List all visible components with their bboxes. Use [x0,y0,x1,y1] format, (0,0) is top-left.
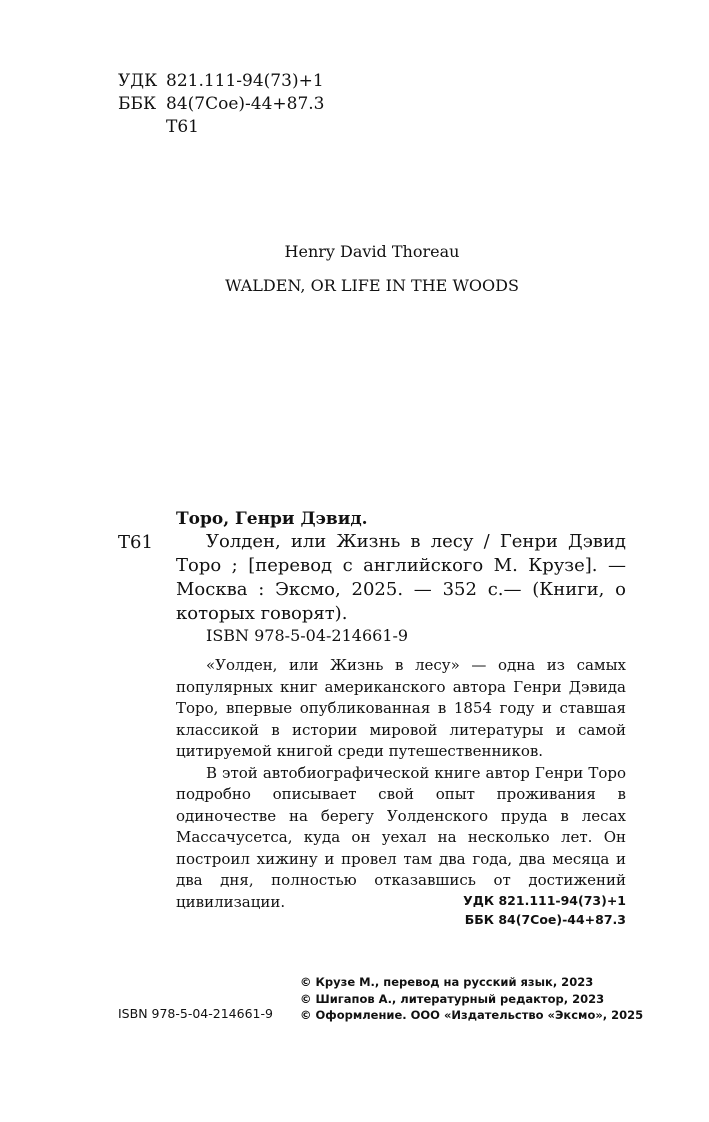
author-mark: Т61 [166,117,199,137]
bottom-isbn: ISBN 978-5-04-214661-9 [118,1006,273,1021]
bibliographic-description: Уолден, или Жизнь в лесу / Генри Дэвид Торо ; [перевод с английского М. Крузе]. — Москва : Эксмо, 2025. — 352 с.— (Книги, о которых говорят). [176,531,626,624]
annotation [176,655,626,913]
record-heading: Торо, Генри Дэвид. [176,509,368,529]
original-author: Henry David Thoreau [284,242,460,261]
bottom-classification-codes [426,891,626,929]
original-title: WALDEN, OR LIFE IN THE WOODS [225,276,519,295]
bbk-label: ББК [118,94,157,114]
bbk-value: 84(7Сое)-44+87.3 [166,94,325,114]
record-isbn: ISBN 978-5-04-214661-9 [206,626,409,645]
annotation-paragraph-1: «Уолден, или Жизнь в лесу» — одна из самых популярных книг американского автора Генри Дэвида Торо, впервые опубликованная в 1854 году и ставшая классикой в истории мировой литературы и самой цитируемой книгой среди путешественников. [176,656,626,760]
copyright-line: © Шигапов А., литературный редактор, 2023 [300,991,605,1006]
record-author-mark: Т61 [118,532,153,553]
annotation-paragraph-2: В этой автобиографической книге автор Генри Торо подробно описывает свой опыт проживания в одиночестве на берегу Уолденского пруда в лесах Массачусетса, куда он уехал на несколько лет. Он построил хижину и провел там два года, два месяца и два дня, полностью отказавшись от достижений цивилизации. [176,763,626,911]
copyright-line: © Оформление. ООО «Издательство «Эксмо», 2025 [300,1008,644,1022]
copyright-line: © Крузе М., перевод на русский язык, 2023 [300,975,594,989]
copyright-block [300,974,643,1024]
author-mark-row [118,116,325,139]
bbk-row [118,93,325,116]
udk-label: УДК [118,71,158,91]
udk-row [118,70,325,93]
bottom-bbk: ББК 84(7Сое)-44+87.3 [464,912,626,927]
udk-value: 821.111-94(73)+1 [166,71,324,91]
top-classification-codes [118,70,325,139]
bottom-udk: УДК 821.111-94(73)+1 [463,893,626,908]
